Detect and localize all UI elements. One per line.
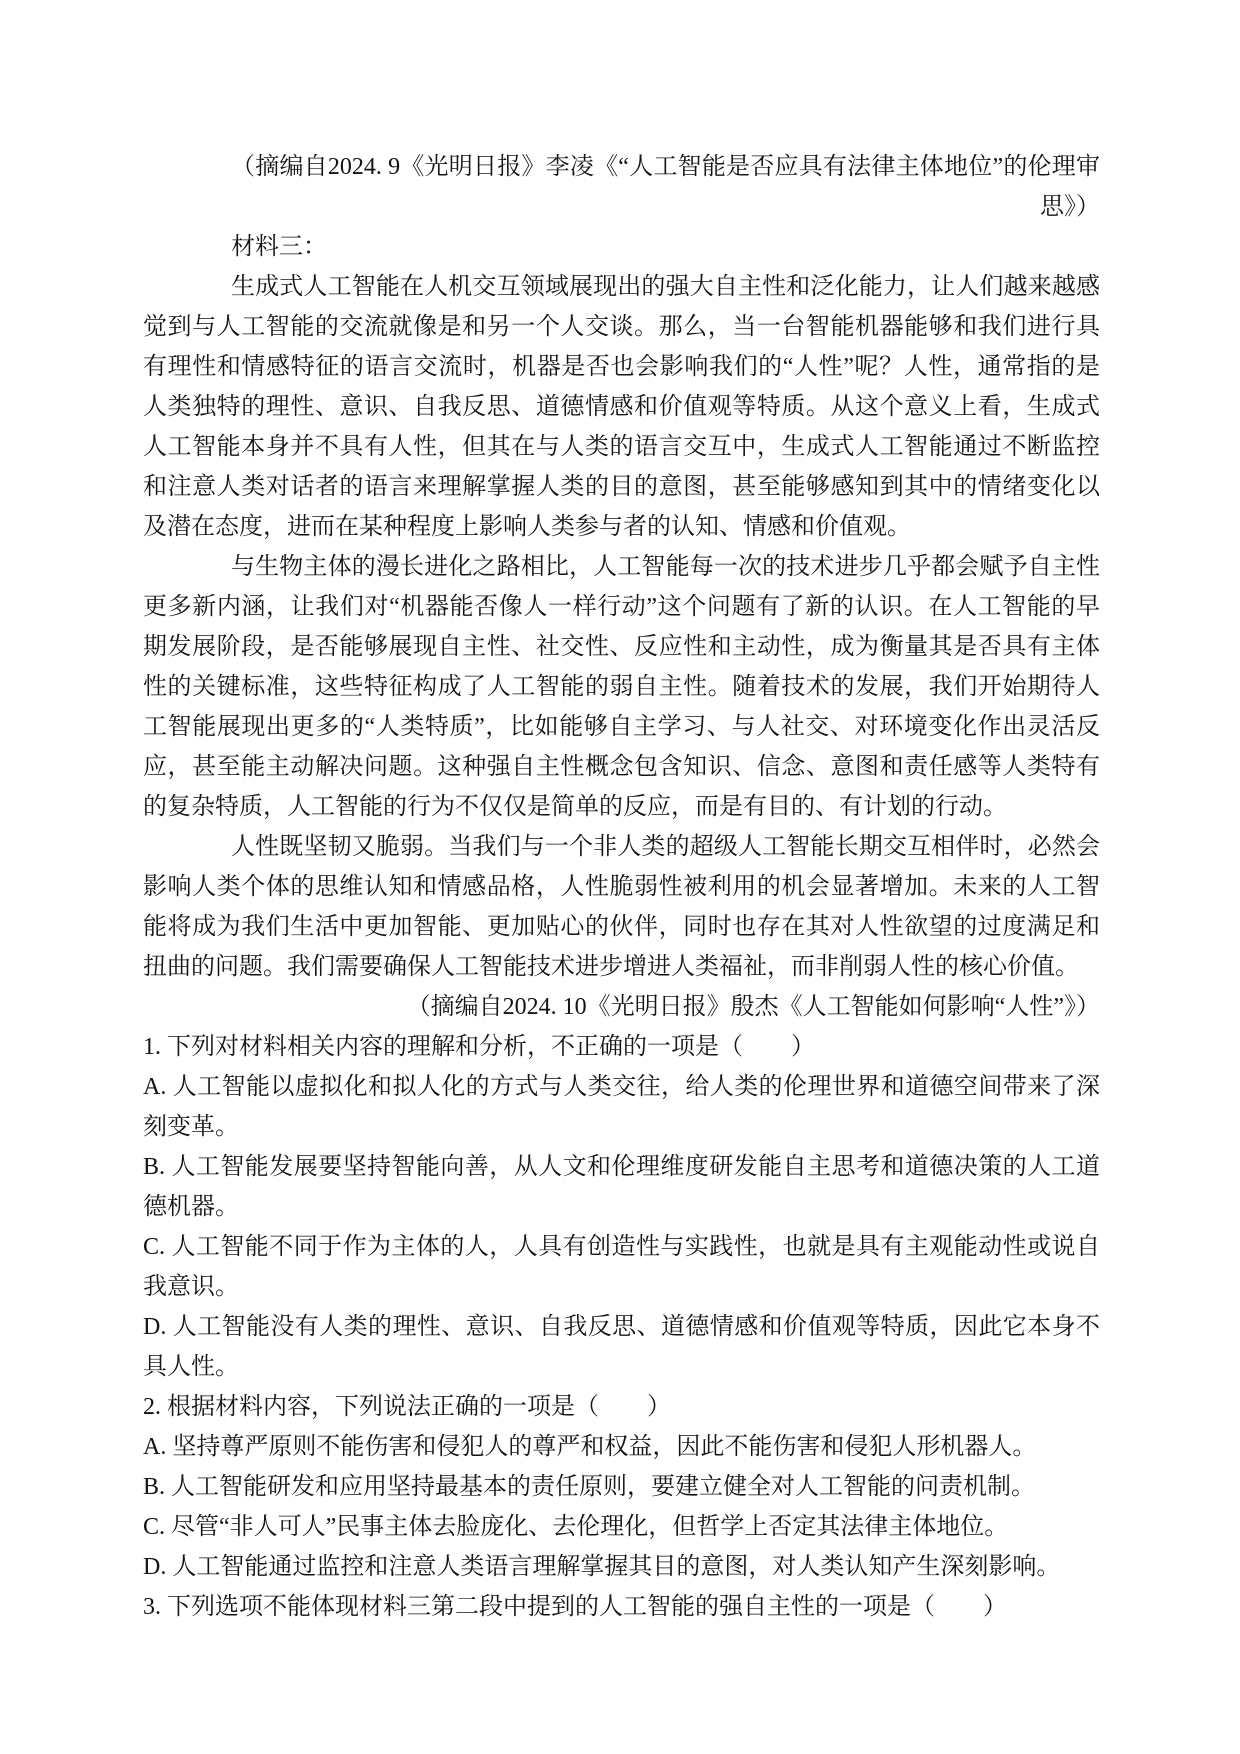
question-2-stem: 2. 根据材料内容，下列说法正确的一项是（ ）: [143, 1394, 671, 1420]
question-1-option-b: B. 人工智能发展要坚持智能向善，从人文和伦理维度研发能自主思考和道德决策的人工道德机器。: [143, 1154, 1100, 1220]
question-1-option-a: A. 人工智能以虚拟化和拟人化的方式与人类交往，给人类的伦理世界和道德空间带来了深刻变革。: [143, 1074, 1100, 1140]
question-1-option-c: C. 人工智能不同于作为主体的人，人具有创造性与实践性，也就是具有主观能动性或说自我意识。: [143, 1234, 1100, 1300]
material2-citation-line1: （摘编自2024. 9《光明日报》李凌《“人工智能是否应具有法律主体地位”的伦理审: [231, 154, 1100, 180]
question-2-option-a: A. 坚持尊严原则不能伤害和侵犯人的尊严和权益，因此不能伤害和侵犯人形机器人。: [143, 1434, 1037, 1460]
question-2-option-b: B. 人工智能研发和应用坚持最基本的责任原则，要建立健全对人工智能的问责机制。: [143, 1474, 1036, 1500]
question-2-option-c: C. 尽管“非人可人”民事主体去脸庞化、去伦理化，但哲学上否定其法律主体地位。: [143, 1514, 1009, 1540]
material3-paragraph-3: 人性既坚韧又脆弱。当我们与一个非人类的超级人工智能长期交互相伴时，必然会影响人类个体的思维认知和情感品格，人性脆弱性被利用的机会显著增加。未来的人工智能将成为我们生活中更加智能、更加贴心的伙伴，同时也存在其对人性欲望的过度满足和扭曲的问题。我们需要确保人工智能技术进步增进人类福祉，而非削弱人性的核心价值。: [143, 834, 1100, 980]
question-3-stem: 3. 下列选项不能体现材料三第二段中提到的人工智能的强自主性的一项是（ ）: [143, 1594, 1007, 1620]
material2-citation-line2: 思》）: [1040, 194, 1100, 220]
document-page: [143, 147, 1100, 1627]
question-1-option-d: D. 人工智能没有人类的理性、意识、自我反思、道德情感和价值观等特质，因此它本身不具人性。: [143, 1314, 1100, 1380]
material3-paragraph-2: 与生物主体的漫长进化之路相比，人工智能每一次的技术进步几乎都会赋予自主性更多新内涵，让我们对“机器能否像人一样行动”这个问题有了新的认识。在人工智能的早期发展阶段，是否能够展现自主性、社交性、反应性和主动性，成为衡量其是否具有主体性的关键标准，这些特征构成了人工智能的弱自主性。随着技术的发展，我们开始期待人工智能展现出更多的“人类特质”，比如能够自主学习、与人社交、对环境变化作出灵活反应，甚至能主动解决问题。这种强自主性概念包含知识、信念、意图和责任感等人类特有的复杂特质，人工智能的行为不仅仅是简单的反应，而是有目的、有计划的行动。: [143, 554, 1100, 820]
question-1-stem: 1. 下列对材料相关内容的理解和分析，不正确的一项是（ ）: [143, 1034, 815, 1060]
material3-heading: 材料三：: [231, 234, 327, 260]
material3-citation: （摘编自2024. 10《光明日报》殷杰《人工智能如何影响“人性”》）: [406, 994, 1100, 1020]
material3-paragraph-1: 生成式人工智能在人机交互领域展现出的强大自主性和泛化能力，让人们越来越感觉到与人工智能的交流就像是和另一个人交谈。那么，当一台智能机器能够和我们进行具有理性和情感特征的语言交流时，机器是否也会影响我们的“人性”呢？人性，通常指的是人类独特的理性、意识、自我反思、道德情感和价值观等特质。从这个意义上看，生成式人工智能本身并不具有人性，但其在与人类的语言交互中，生成式人工智能通过不断监控和注意人类对话者的语言来理解掌握人类的目的意图，甚至能够感知到其中的情绪变化以及潜在态度，进而在某种程度上影响人类参与者的认知、情感和价值观。: [143, 274, 1100, 540]
question-2-option-d: D. 人工智能通过监控和注意人类语言理解掌握其目的意图，对人类认知产生深刻影响。: [143, 1554, 1061, 1580]
